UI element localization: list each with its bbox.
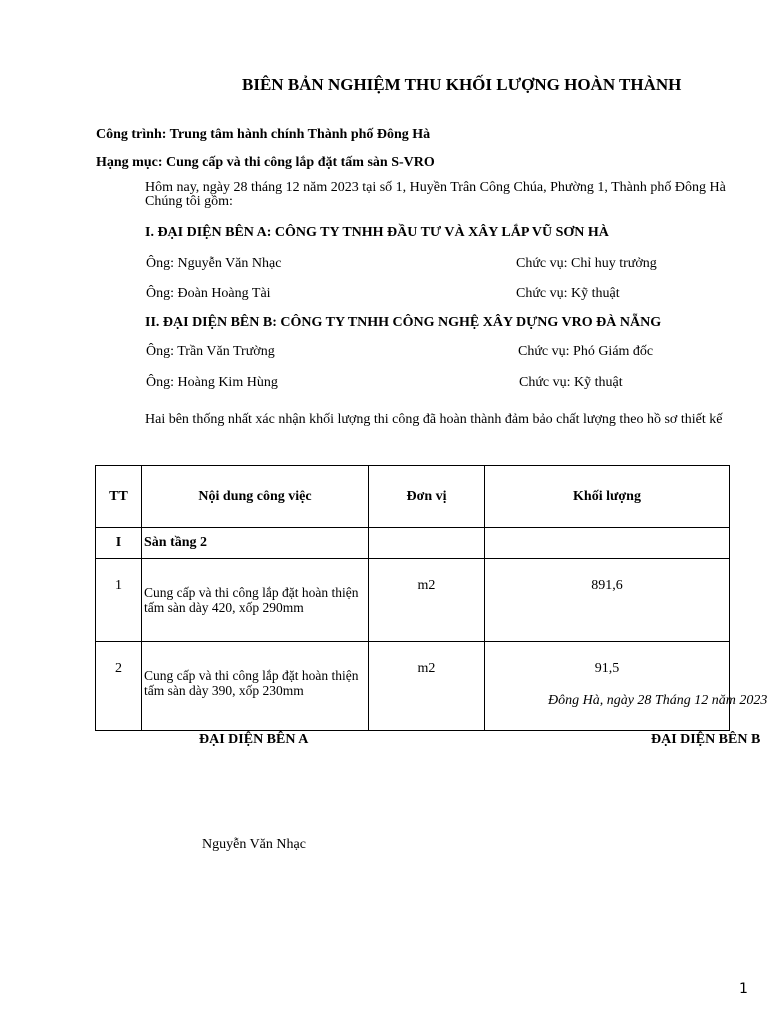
section-label: Sàn tầng 2 <box>142 528 369 559</box>
section-tt: I <box>96 528 142 559</box>
project-line: Công trình: Trung tâm hành chính Thành phố Đông Hà <box>96 127 431 142</box>
row-tt: 2 <box>96 642 142 731</box>
table-row <box>96 642 730 731</box>
party-a-heading: I. ĐẠI DIỆN BÊN A: CÔNG TY TNHH ĐẦU TƯ VÀ XÂY LẮP VŨ SƠN HÀ <box>145 225 609 240</box>
party-a-member-role: Chức vụ: Kỹ thuật <box>516 286 620 301</box>
party-b-member-name: Ông: Trần Văn Trường <box>146 344 275 359</box>
section-unit <box>369 528 485 559</box>
document-title: BIÊN BẢN NGHIỆM THU KHỐI LƯỢNG HOÀN THÀNH <box>242 75 682 94</box>
row-volume: 91,5 <box>485 642 730 731</box>
party-b-member-role: Chức vụ: Phó Giám đốc <box>518 344 654 359</box>
row-content: Cung cấp và thi công lắp đặt hoàn thiện tấm sàn dày 390, xốp 230mm <box>142 642 369 731</box>
table-row <box>96 559 730 642</box>
party-a-member-name: Ông: Đoàn Hoàng Tài <box>146 286 271 301</box>
table-header-row <box>96 466 730 528</box>
signature-name-a: Nguyễn Văn Nhạc <box>202 837 306 852</box>
page-number: 1 <box>739 981 748 997</box>
party-b-member-name: Ông: Hoàng Kim Hùng <box>146 375 278 390</box>
volume-table <box>95 465 730 731</box>
header-unit: Đơn vị <box>369 466 485 528</box>
intro-participants: Chúng tôi gồm: <box>145 194 233 209</box>
signature-heading-a: ĐẠI DIỆN BÊN A <box>199 732 309 747</box>
agreement-text: Hai bên thống nhất xác nhận khối lượng thi công đã hoàn thành đảm bảo chất lượng theo hồ sơ thiết kế <box>145 412 723 427</box>
party-a-member-name: Ông: Nguyễn Văn Nhạc <box>146 256 282 271</box>
party-b-heading: II. ĐẠI DIỆN BÊN B: CÔNG TY TNHH CÔNG NGHỆ XÂY DỰNG VRO ĐÀ NẴNG <box>145 315 662 330</box>
header-volume: Khối lượng <box>485 466 730 528</box>
row-unit: m2 <box>369 559 485 642</box>
row-volume: 891,6 <box>485 559 730 642</box>
header-tt: TT <box>96 466 142 528</box>
party-a-member-role: Chức vụ: Chỉ huy trưởng <box>516 256 657 271</box>
signature-heading-b: ĐẠI DIỆN BÊN B <box>651 732 761 747</box>
signing-date: Đông Hà, ngày 28 Tháng 12 năm 2023 <box>548 693 768 708</box>
row-tt: 1 <box>96 559 142 642</box>
section-volume <box>485 528 730 559</box>
header-content: Nội dung công việc <box>142 466 369 528</box>
table-section-row <box>96 528 730 559</box>
row-unit: m2 <box>369 642 485 731</box>
item-line: Hạng mục: Cung cấp và thi công lắp đặt tấm sàn S-VRO <box>96 155 435 170</box>
row-content: Cung cấp và thi công lắp đặt hoàn thiện tấm sàn dày 420, xốp 290mm <box>142 559 369 642</box>
intro-line: Hôm nay, ngày 28 tháng 12 năm 2023 tại số 1, Huyền Trân Công Chúa, Phường 1, Thành phố Đông Hà <box>145 180 726 195</box>
party-b-member-role: Chức vụ: Kỹ thuật <box>519 375 623 390</box>
